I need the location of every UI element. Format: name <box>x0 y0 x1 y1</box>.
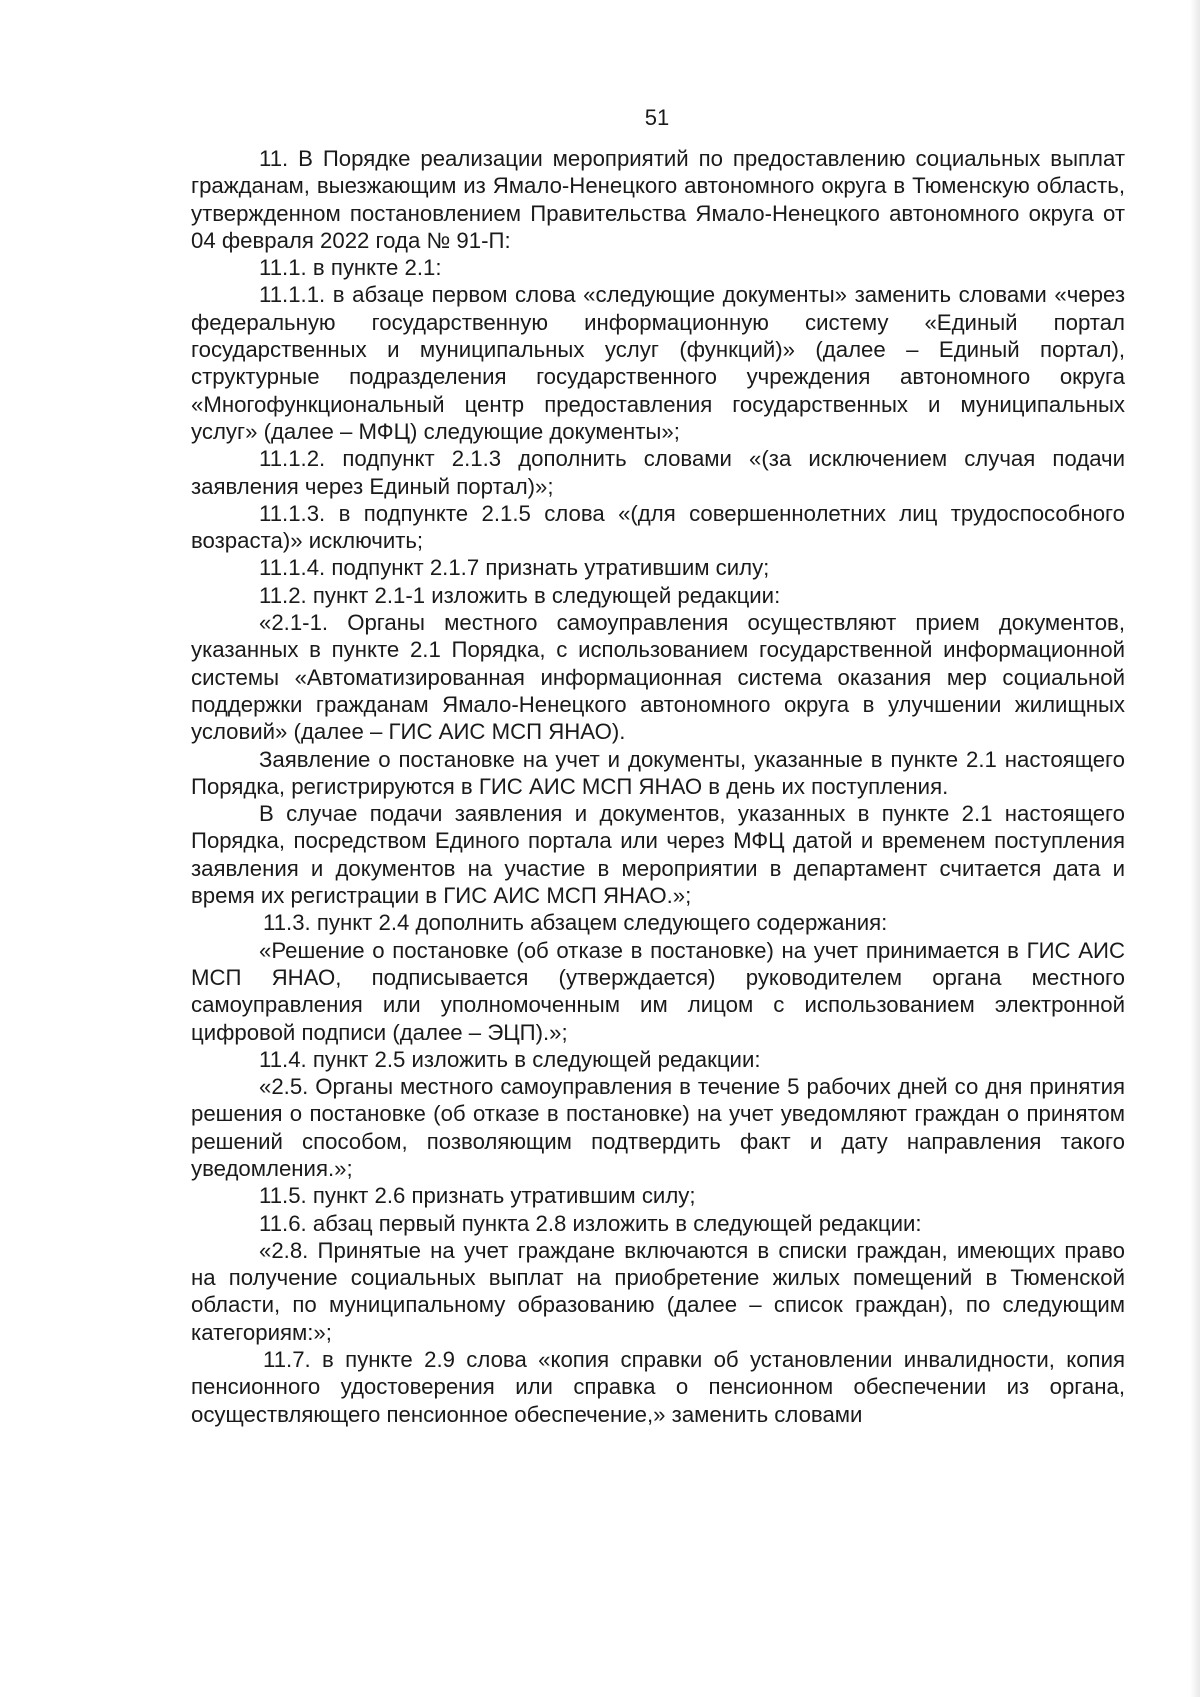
paragraph-application-registration: Заявление о постановке на учет и документы, указанные в пункте 2.1 настоящего Порядка, регистрируются в ГИС АИС МСП ЯНАО в день их поступления. <box>191 746 1125 799</box>
paragraph-decision-quote: «Решение о постановке (об отказе в постановке) на учет принимается в ГИС АИС МСП ЯНАО, подписывается (утверждается) руководителем органа местного самоуправления или уполномоченным им лицом с использованием электронной цифровой подписи (далее – ЭЦП).»; <box>191 937 1125 1045</box>
paragraph-11-5: 11.5. пункт 2.6 признать утратившим силу; <box>259 1183 696 1209</box>
paragraph-2-1-1-quote: «2.1-1. Органы местного самоуправления осуществляют прием документов, указанных в пункте 2.1 Порядка, с использованием государственной информационной системы «Автоматизированная информационная система оказания мер социальной поддержки гражданам Ямало-Ненецкого автономного округа в улучшении жилищных условий» (далее – ГИС АИС МСП ЯНАО). <box>191 610 1125 745</box>
paragraph-11-1-3: 11.1.3. в подпункте 2.1.5 слова «(для совершеннолетних лиц трудоспособного возраста)» исключить; <box>191 500 1125 554</box>
paragraph-11-4: 11.4. пункт 2.5 изложить в следующей редакции: <box>259 1046 761 1072</box>
paragraph-portal-submission: В случае подачи заявления и документов, указанных в пункте 2.1 настоящего Порядка, посредством Единого портала или через МФЦ датой и временем поступления заявления и документов на участие в мероприятии в департамент считается дата и время их регистрации в ГИС АИС МСП ЯНАО.»; <box>191 801 1125 909</box>
page-number: 51 <box>644 105 670 130</box>
paragraph-11-6: 11.6. абзац первый пункта 2.8 изложить в следующей редакции: <box>259 1210 922 1236</box>
paragraph-2-5-quote: «2.5. Органы местного самоуправления в течение 5 рабочих дней со дня принятия решения о постановке (об отказе в постановке) на учет уведомляют граждан о принятом решений способом, позволяющим подтвердить факт и дату направления такого уведомления.»; <box>191 1074 1125 1181</box>
paragraph-11-1-4: 11.1.4. подпункт 2.1.7 признать утратившим силу; <box>259 555 770 581</box>
paragraph-11: 11. В Порядке реализации мероприятий по предоставлению социальных выплат гражданам, выезжающим из Ямало-Ненецкого автономного округа в Тюменскую область, утвержденном постановлением Правительства Ямало-Ненецкого автономного округа от 04 февраля 2022 года № 91-П: <box>191 146 1125 253</box>
document-body <box>191 145 1125 1428</box>
paragraph-11-2: 11.2. пункт 2.1-1 изложить в следующей редакции: <box>259 582 781 608</box>
paragraph-11-1-1: 11.1.1. в абзаце первом слова «следующие документы» заменить словами «через федеральную государственную информационную систему «Единый портал государственных и муниципальных услуг (функций)» (далее – Единый портал), структурные подразделения государственного учреждения автономного округа «Многофункциональный центр предоставления государственных и муниципальных услуг» (далее – МФЦ) следующие документы»; <box>191 282 1125 444</box>
paragraph-11-3: 11.3. пункт 2.4 дополнить абзацем следующего содержания: <box>263 910 888 936</box>
paragraph-11-7: 11.7. в пункте 2.9 слова «копия справки об установлении инвалидности, копия пенсионного удостоверения или справка о пенсионном обеспечении из органа, осуществляющего пенсионное обеспечение,» заменить словами <box>191 1347 1125 1427</box>
paragraph-11-1-2: 11.1.2. подпункт 2.1.3 дополнить словами «(за исключением случая подачи заявления через Единый портал)»; <box>191 446 1125 499</box>
paragraph-2-8-quote: «2.8. Принятые на учет граждане включаются в списки граждан, имеющих право на получение социальных выплат на приобретение жилых помещений в Тюменской области, по муниципальному образованию (далее – список граждан), по следующим категориям:»; <box>191 1237 1125 1345</box>
paragraph-11-1: 11.1. в пункте 2.1: <box>259 255 442 281</box>
page-edge-shadow <box>1190 0 1200 1697</box>
